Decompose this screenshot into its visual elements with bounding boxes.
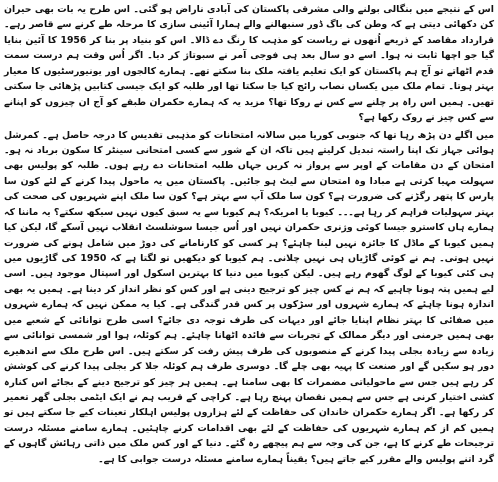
article-paragraph-1: اس کے نتیجے میں بنگالی بولنے والی مشرقی پاکستان کی آبادی ناراض ہو گئی۔ اس طرح یہ بات بھی حیران کن دکھائی دیتی ہے کہ وطن کی باگ ڈور سنبھالنے والے ہمارا آئینی سازی کا مرحلہ طے کرنے سے قاصر رہے۔ قرارداد مقاصد کے ذریعے اُنھوں نے ریاست کو مذہب کا رنگ دے ڈالا۔ اس کو بنیاد پر بنا کر 1956 کا آئین بنایا گیا جو اچھا ثابت نہ ہوا۔ اسے دو سال بعد ہی فوجی آمر نے سبوتاژ کر دیا۔ اگر اُس وقت ہم درست سمت قدم اٹھاتے تو آج ہم پاکستان کو ایک تعلیم یافتہ ملک بنا سکتے تھے۔ ہمارے کالجوں اور یونیورسٹیوں کا معیار بہتر ہوتا۔ تمام ملک میں یکساں نصاب رائج کیا جا سکتا تھا اور طلبہ کو ایک جیسی کتابیں پڑھائی جا سکتی تھیں۔ ہمیں اس راہ پر چلنے سے کس نے روکا تھا؟ مزید یہ کہ ہمارے حکمران طبقے کو آج ان چیزوں کو اپنانے سے کس چیز نے روک رکھا ہے؟ bbox=[4, 4, 495, 124]
article-paragraph-2: میں اگلے دن پڑھ رہا تھا کہ جنوبی کوریا میں سالانہ امتحانات کو مذہبی تقدیس کا درجہ حاصل ہے۔ کمرشل ہوائی جہاز تک اپنا راستہ تبدیل کرلیتے ہیں تاکہ ان کے شور سے کسی امتحانی سینٹر کا سکون برباد نہ ہو۔ امتحان کے دن مقامات کے اوپر سے پرواز نہ کریں جہاں طلبہ امتحانات دے رہے ہوں۔ طلبہ کو پولیس بھی سہولت مہیا کرتی ہے مبادا وہ امتحان سے لیٹ ہو جائیں۔ پاکستان میں یہ ماحول پیدا کرنے کے لئے کون سا پارس کا پتھر رگڑنے کی ضرورت ہے؟ کون سا ملک آپ سے بہتر ہے؟ کون سا ملک اپنے شہریوں کی صحت کی بہتر سہولیات فراہم کر رہا ہے۔۔۔ کیوبا یا امریکہ؟ ہم کیوبا سے یہ سبق کیوں نہیں سیکھ سکتے؟ یہ ماننا کہ ہمارے ہاں کاسترو جیسا کوئی وژنری حکمران نہیں اور اُس جیسا سوشلسٹ انقلاب نہیں آسکے گا، لیکن کیا ہمیں کیوبا کے ماڈل کا جائزہ نہیں لینا چاہئے؟ ہر کسی کو کارنامانے کی دوڑ میں شامل ہونے کی ضرورت نہیں ہوتی۔ ہم نے کوئی گاڑیاں ہی نہیں چلانی۔ ہم کیوبا کو دیکھیں تو لگتا ہے کہ 1950 کی گاڑیوں میں ہی کئی کیوبا کے لوگ گھوم رہے ہیں۔ لیکن کیوبا میں دنیا کا بہترین اسکول اور اسپتال موجود ہیں۔ اسی لیے ہمیں پتہ ہونا چاہیے کہ ہم نے کس چیز کو ترجیح دینی ہے اور کس کو نظر انداز کر دینا ہے۔ ہمیں یہ بھی اندازہ ہونا چاہئے کہ ہمارے شہروں اور سڑکوں پر کس قدر گندگی ہے۔ کیا یہ ممکن نہیں کہ ہمارے شہروں میں صفائی کا بہتر نظام اپنایا جائے اور دیہات کی طرف توجہ دی جائے؟ اسی طرح توانائی کے شعبے میں بھی ہمیں جرمنی اور دیگر ممالک کے تجربات سے فائدہ اٹھانا چاہئے۔ ہم کوئلہ، ہوا اور شمسی توانائی سے زیادہ سے زیادہ بجلی پیدا کرنے کے منصوبوں کی طرف پیش رفت کر سکتے ہیں۔ اس طرح ملک سے اندھیرے دور ہو سکیں گے اور صنعت کا پہیہ بھی چلے گا۔ دوسری طرف ہم کوئلہ جلا کر بجلی پیدا کرنے کی کوشش کر رہے ہیں جس سے ماحولیاتی مضمرات کا بھی سامنا ہے۔ ہمیں ہر چیز کو ترجیح دینے کے بجائے اس کنارہ کشی اختیار کرنی ہے جس سے ہمیں نقصان پہنچ رہا ہے۔ کراچی کے قریب ہم نے ایک ایٹمی بجلی گھر تعمیر کر رکھا ہے۔ اگر ہمارے حکمران خاندان کی حفاظت کے لئے ہزاروں پولیس اہلکار تعینات کیے جا سکتے ہیں تو ہمیں کم از کم ہمارے شہریوں کی حفاظت کے لئے بھی اقدامات کرنے چاہئیں۔ ہمارے سامنے مسئلہ درست ترجیحات طے کرنے کا ہے، جن کی وجہ سے ہم پیچھے رہ گئے۔ دنیا کے اور کس ملک میں ذاتی رہائش گاہوں کے گرد اتنے پولیس والے مقرر کیے جاتے ہیں؟ یقیناً ہمارے سامنے مسئلہ درست جوابی کا ہے۔ bbox=[4, 129, 494, 465]
